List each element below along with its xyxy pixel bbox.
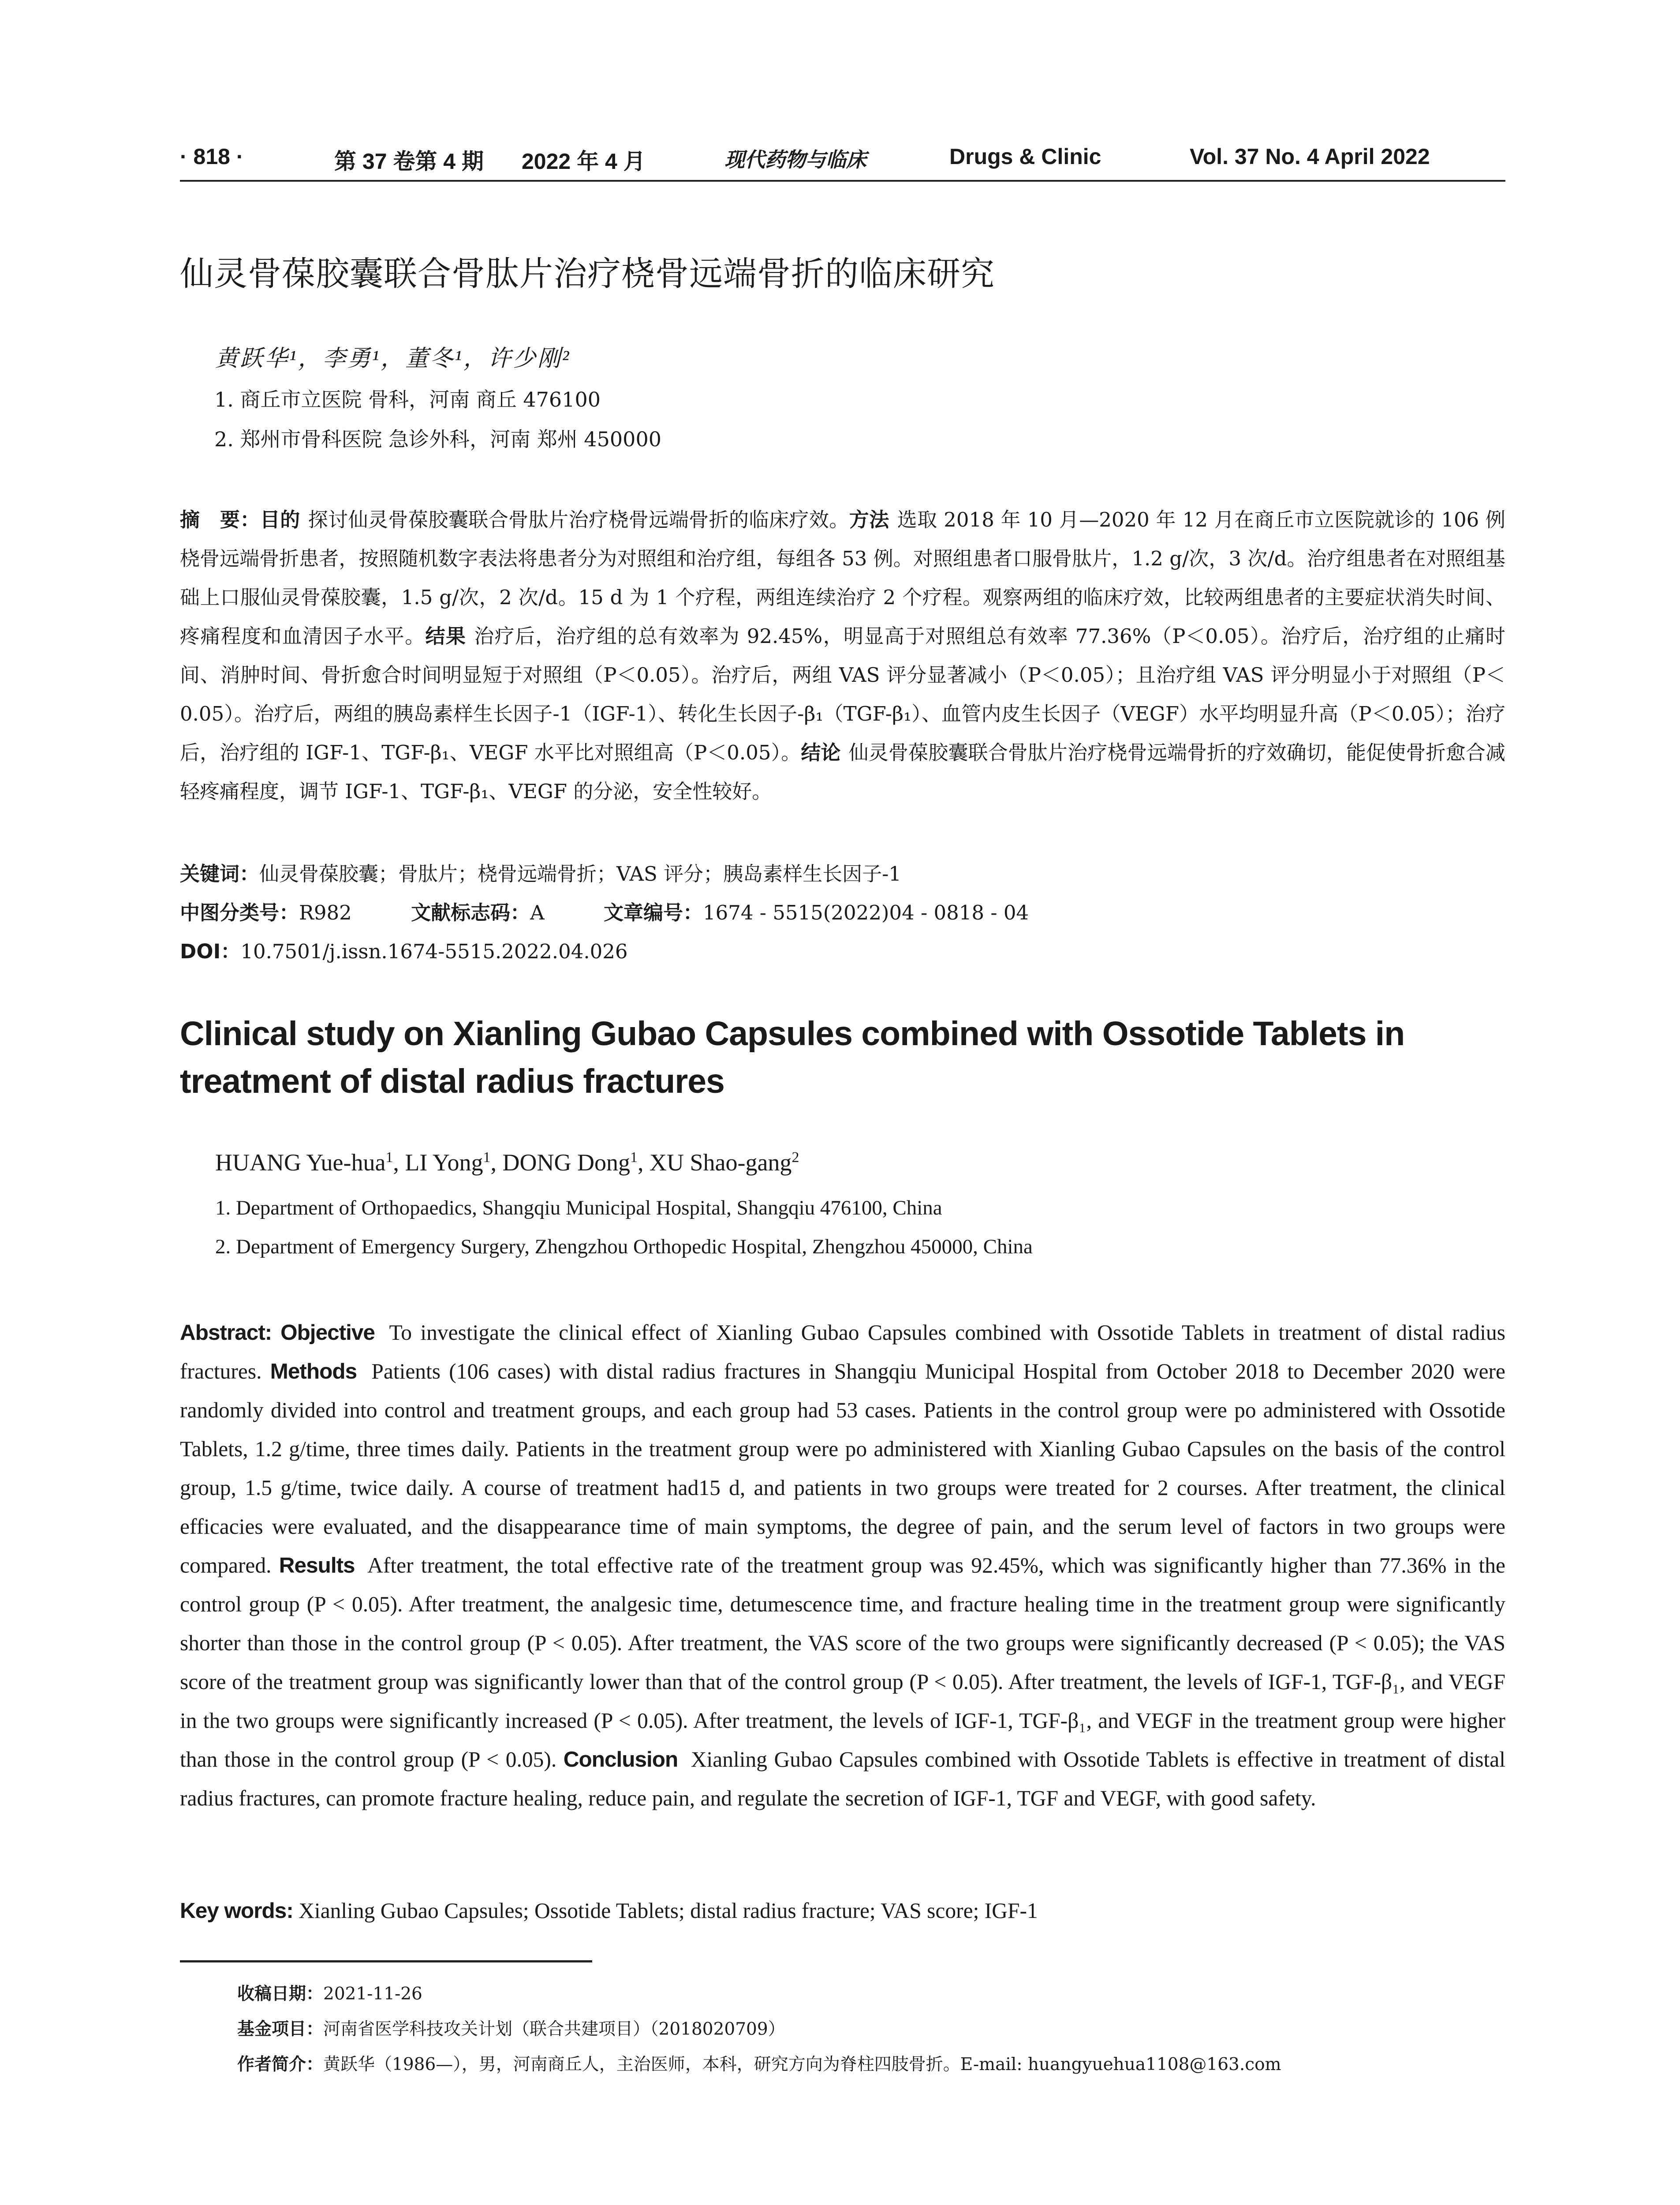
- abstract-label-cn: 摘 要：: [180, 508, 260, 531]
- received-label: 收稿日期：: [237, 1984, 324, 2004]
- footnote-fund: [237, 2015, 785, 2040]
- footnote-divider: [180, 1960, 592, 1962]
- affiliation-cn-1: 1. 商丘市立医院 骨科，河南 商丘 476100: [214, 388, 601, 411]
- doi-line: [180, 935, 628, 964]
- volume-issue-en: Vol. 37 No. 4 April 2022: [1190, 144, 1430, 169]
- keywords-cn: [180, 858, 901, 886]
- authors-en: HUANG Yue-hua$^1$, LI Yong$^1$, DONG Dong$^1$, XU Shao-gang$^2$: [215, 1149, 799, 1176]
- author-en: XU Shao-gang: [649, 1149, 792, 1176]
- author-en: HUANG Yue-hua: [215, 1149, 386, 1176]
- conclusion-label-cn: 结论: [801, 741, 841, 764]
- affiliation-cn-2: 2. 郑州市骨科医院 急诊外科，河南 郑州 450000: [214, 427, 661, 451]
- author-en: DONG Dong: [502, 1149, 630, 1176]
- results-label-cn: 结果: [425, 624, 467, 648]
- doi-link[interactable]: 10.7501/j.issn.1674-5515.2022.04.026: [240, 940, 628, 963]
- clc-code: R982: [299, 901, 352, 924]
- issue-date-cn: 2022 年 4 月: [522, 149, 646, 174]
- keywords-text-cn: 仙灵骨葆胶囊；骨肽片；桡骨远端骨折；VAS 评分；胰岛素样生长因子-1: [259, 862, 901, 886]
- volume-issue-cn: 第 37 卷第 4 期: [334, 149, 484, 174]
- article-number: 1674 - 5515(2022)04 - 0818 - 04: [702, 901, 1029, 924]
- results-en: After treatment, the total effective rate of the treatment group was 92.45%, which was significantly higher than 77.36% in the control group (P < 0.05). After treatment, the analgesic time, detumescence time, and fracture healing time in the treatment group were significantly shorter than those in the control group (P < 0.05). After treatment, the VAS score of the two groups were significantly decreased (P < 0.05); the VAS score of the treatment group was significantly lower than that of the control group (P < 0.05). After treatment, the levels of IGF-1, TGF-β₁, and VEGF in the two groups were significantly increased (P < 0.05). After treatment, the levels of IGF-1, TGF-β₁, and VEGF in the treatment group were higher than those in the control group (P < 0.05).: [180, 1553, 1505, 1771]
- methods-label-cn: 方法: [849, 508, 889, 531]
- keywords-text-en: Xianling Gubao Capsules; Ossotide Tablets; distal radius fracture; VAS score; IGF-1: [299, 1899, 1038, 1923]
- affiliation-en-2: 2. Department of Emergency Surgery, Zhengzhou Orthopedic Hospital, Zhengzhou 450000, China: [215, 1235, 1033, 1258]
- abstract-cn: [180, 501, 1505, 811]
- methods-en: Patients (106 cases) with distal radius fractures in Shangqiu Municipal Hospital from October 2018 to December 2020 were randomly divided into control and treatment groups, and each group had 53 cases. Patients in the control group were po administered with Ossotide Tablets, 1.2 g/time, three times daily. Patients in the treatment group were po administered with Xianling Gubao Capsules on the basis of the control group, 1.5 g/time, twice daily. A course of treatment had15 d, and patients in two groups were treated for 2 courses. After treatment, the clinical efficacies were evaluated, and the disappearance time of main symptoms, the degree of pain, and the serum level of factors in two groups were compared.: [180, 1359, 1506, 1577]
- doc-code: A: [530, 901, 545, 924]
- clc-label: 中图分类号：: [180, 901, 299, 924]
- journal-name-en: Drugs & Clinic: [949, 144, 1101, 169]
- article-title-cn: 仙灵骨葆胶囊联合骨肽片治疗桡骨远端骨折的临床研究: [180, 254, 995, 293]
- author-en: LI Yong: [405, 1149, 483, 1176]
- footnote-received: [237, 1980, 422, 2005]
- doi-label: DOI：: [180, 940, 241, 963]
- results-label-en: Results: [279, 1553, 355, 1577]
- objective-label-cn: 目的: [260, 508, 300, 531]
- keywords-label-cn: 关键词：: [180, 862, 260, 886]
- journal-name-cn: 现代药物与临床: [724, 148, 866, 172]
- objective-en: To investigate the clinical effect of Xianling Gubao Capsules combined with Ossotide Tablets in treatment of distal radius fractures.: [180, 1320, 1505, 1383]
- authors-cn: 黄跃华¹，李勇¹，董冬¹，许少刚²: [215, 346, 571, 371]
- keywords-label-en: Key words:: [180, 1899, 293, 1923]
- results-cn: 治疗后，治疗组的总有效率为 92.45%，明显高于对照组总有效率 77.36%（P＜0.05）。治疗后，治疗组的止痛时间、消肿时间、骨折愈合时间明显短于对照组（P＜0.05）。治疗后，两组 VAS 评分显著减小（P＜0.05）；且治疗组 VAS 评分明显小于对照组（P＜0.05）。治疗后，两组的胰岛素样生长因子-1（IGF-1）、转化生长因子-β₁（TGF-β₁）、血管内皮生长因子（VEGF）水平均明显升高（P＜0.05）；治疗后，治疗组的 IGF-1、TGF-β₁、VEGF 水平比对照组高（P＜0.05）。: [180, 624, 1505, 764]
- article-number-label: 文章编号：: [603, 901, 703, 924]
- conclusion-en: Xianling Gubao Capsules combined with Ossotide Tablets is effective in treatment of distal radius fractures, can promote fracture healing, reduce pain, and regulate the secretion of IGF-1, TGF and VEGF, with good safety.: [180, 1747, 1505, 1810]
- keywords-en: [180, 1898, 1505, 1923]
- page-number: · 818 ·: [180, 144, 244, 169]
- received-date: 2021-11-26: [323, 1984, 422, 2004]
- fund-text: 河南省医学科技攻关计划（联合共建项目）（2018020709）: [323, 2019, 785, 2039]
- article-title-en: Clinical study on Xianling Gubao Capsules combined with Ossotide Tablets in treatment of distal radius fractures: [180, 1015, 1405, 1100]
- bio-label: 作者简介：: [237, 2055, 324, 2074]
- methods-cn: 选取 2018 年 10 月—2020 年 12 月在商丘市立医院就诊的 106 例桡骨远端骨折患者，按照随机数字表法将患者分为对照组和治疗组，每组各 53 例。对照组患者口服骨肽片，1.2 g/次，3 次/d。治疗组患者在对照组基础上口服仙灵骨葆胶囊，1.5 g/次，2 次/d。15 d 为 1 个疗程，两组连续治疗 2 个疗程。观察两组的临床疗效，比较两组患者的主要症状消失时间、疼痛程度和血清因子水平。: [180, 508, 1505, 648]
- fund-label: 基金项目：: [237, 2019, 324, 2039]
- methods-label-en: Methods: [270, 1359, 357, 1383]
- footnote-author-bio: [237, 2051, 1281, 2075]
- abstract-objective-label-en: Abstract: Objective: [180, 1320, 375, 1345]
- doc-code-label: 文献标志码：: [411, 901, 530, 924]
- bio-text: 黄跃华（1986—），男，河南商丘人，主治医师，本科，研究方向为脊柱四肢骨折。E-mail: huangyuehua1108@163.com: [323, 2055, 1281, 2074]
- classification-line: [180, 897, 1082, 925]
- conclusion-cn: 仙灵骨葆胶囊联合骨肽片治疗桡骨远端骨折的疗效确切，能促使骨折愈合减轻疼痛程度，调节 IGF-1、TGF-β₁、VEGF 的分泌，安全性较好。: [180, 741, 1505, 803]
- abstract-en: [180, 1313, 1505, 1818]
- running-header: [180, 140, 1505, 182]
- affiliation-en-1: 1. Department of Orthopaedics, Shangqiu Municipal Hospital, Shangqiu 476100, China: [215, 1196, 942, 1219]
- objective-cn: 探讨仙灵骨葆胶囊联合骨肽片治疗桡骨远端骨折的临床疗效。: [308, 508, 849, 531]
- conclusion-label-en: Conclusion: [563, 1747, 678, 1771]
